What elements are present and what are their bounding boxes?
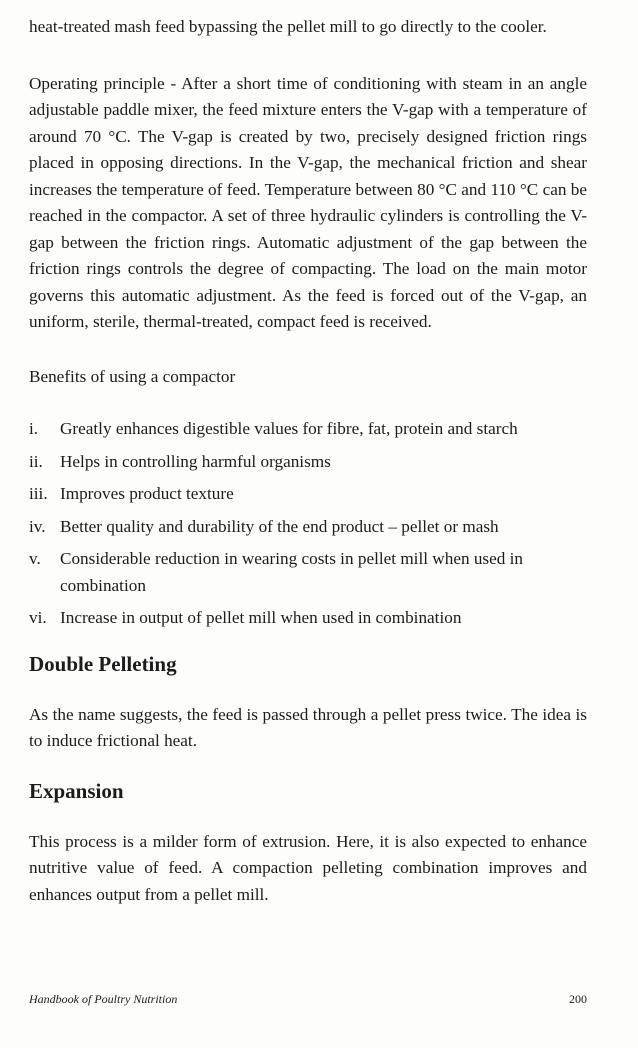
page-number: 200 xyxy=(569,992,587,1006)
benefits-list xyxy=(29,416,587,632)
list-item-text: Considerable reduction in wearing costs in pellet mill when used in combination xyxy=(60,549,524,595)
list-item-number: iii. xyxy=(29,484,48,503)
page-body xyxy=(29,14,587,908)
expansion-paragraph: This process is a milder form of extrusion. Here, it is also expected to enhance nutritive value of feed. A compaction pelleting combination improves and enhances output from a pellet mill. xyxy=(29,831,587,904)
double-pelleting-heading: Double Pelleting xyxy=(29,651,177,676)
book-title: Handbook of Poultry Nutrition xyxy=(29,992,178,1006)
list-item xyxy=(29,605,587,632)
list-item xyxy=(29,481,587,508)
list-item xyxy=(29,514,587,541)
operating-principle-paragraph: Operating principle - After a short time of conditioning with steam in an angle adjustable paddle mixer, the feed mixture enters the V-gap with a temperature of around 70 °C. The V-gap is created by two, precisely designed friction rings placed in opposing directions. In the V-gap, the mechanical friction and shear increases the temperature of feed. Temperature between 80 °C and 110 °C can be reached in the compactor. A set of three hydraulic cylinders is controlling the V-gap between the friction rings. Automatic adjustment of the gap between the friction rings controls the degree of compacting. The load on the main motor governs this automatic adjustment. As the feed is forced out of the V-gap, an uniform, sterile, thermal-treated, compact feed is received. xyxy=(29,73,587,331)
double-pelleting-paragraph: As the name suggests, the feed is passed through a pellet press twice. The idea is to induce frictional heat. xyxy=(29,704,587,750)
list-item-text: Improves product texture xyxy=(60,484,234,503)
list-item-number: iv. xyxy=(29,516,46,536)
list-item-number: i. xyxy=(29,419,39,438)
list-item-text: Greatly enhances digestible values for fibre, fat, protein and starch xyxy=(60,419,518,438)
list-item-text: Better quality and durability of the end product – pellet or mash xyxy=(60,516,499,536)
list-item xyxy=(29,546,587,599)
list-item-number: v. xyxy=(29,549,41,568)
benefits-title: Benefits of using a compactor xyxy=(29,366,236,386)
list-item-text: Increase in output of pellet mill when used in combination xyxy=(60,608,462,627)
list-item xyxy=(29,416,587,443)
list-item xyxy=(29,449,587,476)
list-item-number: vi. xyxy=(29,608,47,627)
page-footer xyxy=(29,992,587,1007)
continuation-paragraph: heat-treated mash feed bypassing the pellet mill to go directly to the cooler. xyxy=(29,17,547,36)
list-item-number: ii. xyxy=(29,451,43,471)
expansion-heading: Expansion xyxy=(29,778,124,803)
list-item-text: Helps in controlling harmful organisms xyxy=(60,451,331,471)
